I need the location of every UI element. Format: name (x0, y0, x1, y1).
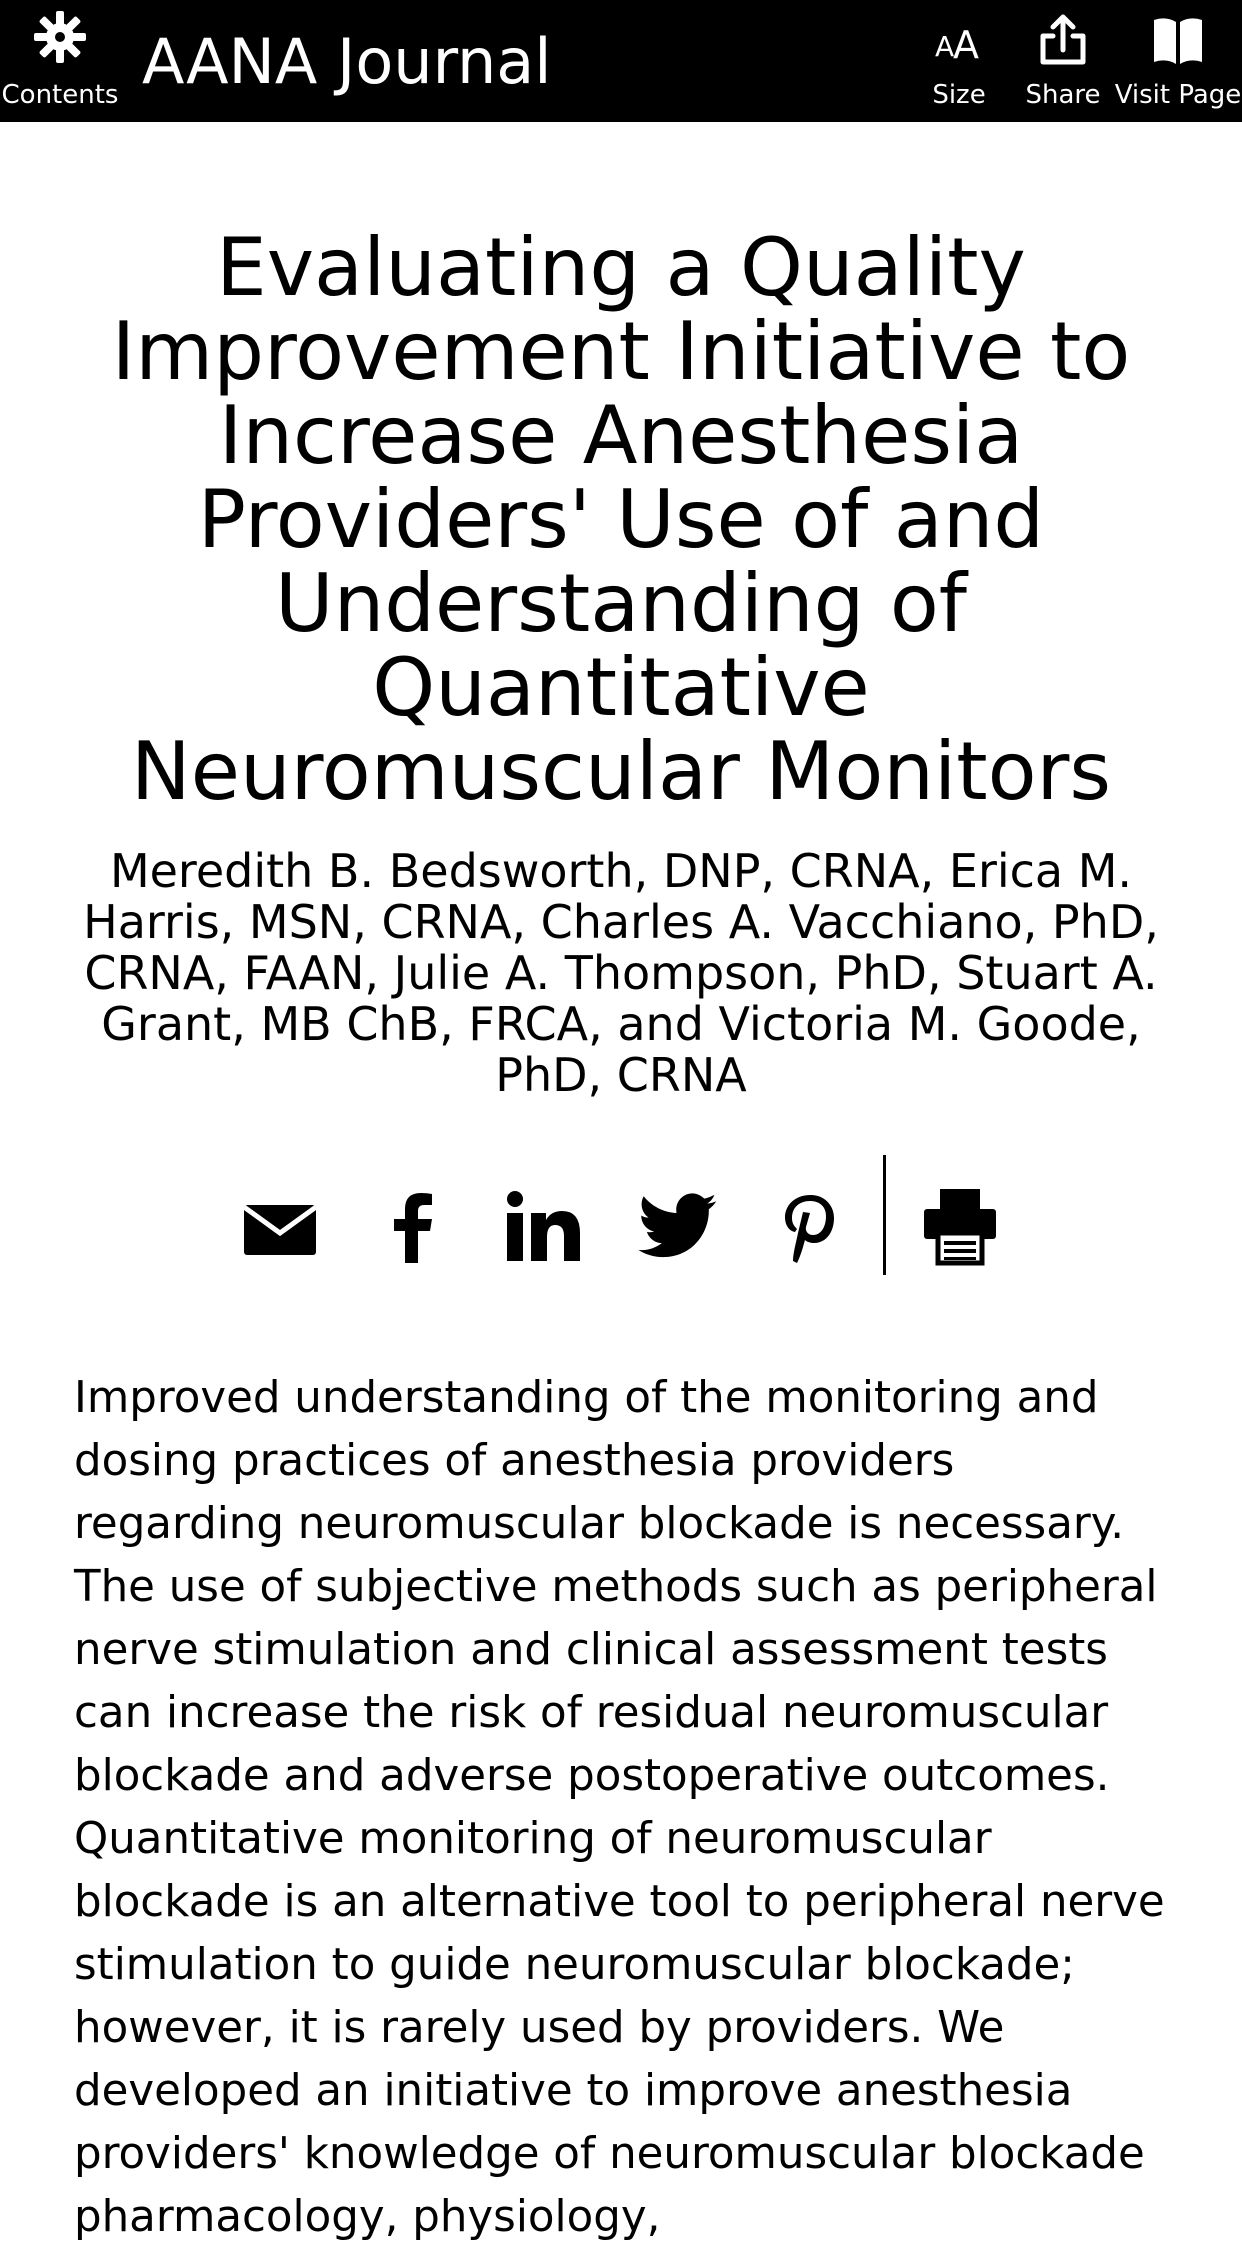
gear-icon (31, 8, 89, 70)
svg-text:A: A (935, 30, 955, 63)
app-title: AANA Journal (142, 25, 552, 98)
pinterest-icon[interactable] (767, 1185, 851, 1269)
size-label: Size (932, 80, 986, 110)
share-divider (883, 1155, 886, 1275)
article-authors: Meredith B. Bedsworth, DNP, CRNA, Erica M. Harris, MSN, CRNA, Charles A. Vacchiano, PhD, CRNA, FAAN, Julie A. Thompson, PhD, Stuart A. Grant, MB ChB, FRCA, and Victoria M. Goode, PhD, CRNA (83, 844, 1159, 1102)
twitter-icon[interactable] (636, 1185, 720, 1269)
share-label: Share (1025, 80, 1101, 110)
visit-page-label: Visit Page (1114, 80, 1242, 110)
open-book-icon (1150, 14, 1206, 70)
top-toolbar (0, 0, 1242, 122)
article-abstract: Improved understanding of the monitoring and dosing practices of anesthesia providers regarding neuromuscular blockade is necessary. The use of subjective methods such as peripheral nerve stimulation and clinical assessment tests can increase the risk of residual neuromuscular blockade and adverse postoperative outcomes. Quantitative monitoring of neuromuscular blockade is an alternative tool to peripheral nerve stimulation to guide neuromuscular blockade; however, it is rarely used by providers. We developed an initiative to improve anesthesia providers' knowledge of neuromuscular blockade pharmacology, physiology, (74, 1373, 1165, 2242)
contents-button[interactable] (0, 0, 120, 122)
article-title: Evaluating a Quality Improvement Initiative to Increase Anesthesia Providers' Use of and Understanding of Quantitative Neuromuscular Monitors (111, 221, 1131, 818)
text-size-icon (933, 16, 985, 70)
size-button[interactable] (918, 0, 1000, 122)
print-icon[interactable] (918, 1185, 1002, 1269)
share-button[interactable] (1018, 0, 1108, 122)
share-toolbar (0, 1155, 1242, 1275)
email-icon[interactable] (238, 1185, 322, 1269)
svg-text:A: A (953, 23, 979, 66)
visit-page-button[interactable] (1114, 0, 1242, 122)
contents-label: Contents (1, 80, 119, 110)
linkedin-icon[interactable] (502, 1185, 586, 1269)
share-icon (1035, 12, 1091, 72)
facebook-icon[interactable] (372, 1185, 456, 1269)
